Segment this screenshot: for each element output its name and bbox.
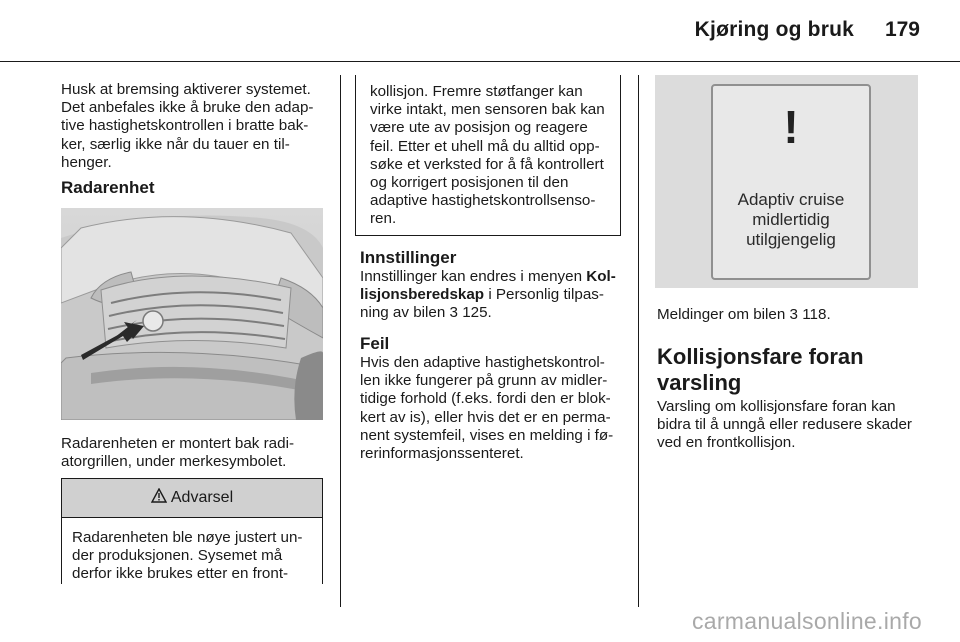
intro-line: henger.: [61, 153, 112, 171]
warning-triangle-icon: [151, 488, 167, 508]
intro-line: tive hastighetskontrollen i bratte bak-: [61, 117, 309, 135]
fault-line: Hvis den adaptive hastighetskontrol-: [360, 354, 605, 371]
warning-continued-line: være ute av posisjon og reagere: [370, 119, 588, 137]
settings-line: [360, 286, 632, 304]
settings-text: Innstillinger kan endres i menyen: [360, 268, 587, 285]
fault-line: nent systemfeil, vises en melding i fø-: [360, 426, 614, 444]
display-line: Adaptiv cruise: [737, 190, 845, 209]
page-ref-arrow-icon: 3: [449, 304, 458, 322]
settings-text: ning av bilen: [360, 304, 450, 322]
exclamation-icon: !: [783, 101, 799, 153]
warning-continued-line: og korrigert posisjonen til den: [370, 174, 569, 192]
fault-line: kert av is), eller hvis det er en perma-: [360, 408, 611, 426]
page-title: Kjøring og bruk: [694, 18, 854, 41]
column-divider-2: [638, 75, 639, 607]
warning-line: Radarenheten ble nøye justert un-: [72, 529, 303, 546]
collision-paragraph: [657, 398, 947, 453]
display-line: midlertidig: [752, 210, 830, 229]
warning-line: derfor ikke brukes etter en front-: [72, 565, 289, 583]
warning-box: [61, 478, 323, 584]
header-divider: [0, 61, 960, 62]
fault-line: rerinformasjonssenteret.: [360, 445, 524, 463]
display-line: utilgjengelig: [746, 230, 836, 249]
fault-line: len ikke fungerer på grunn av midler-: [360, 372, 608, 390]
warning-continued-line: adaptive hastighetskontrollsenso-: [370, 192, 596, 210]
messages-line: [657, 306, 937, 324]
page-ref-arrow-icon: 3: [789, 306, 798, 323]
car-front-photo: [61, 208, 323, 420]
heading-feil: Feil: [360, 334, 390, 353]
heading-radarenhet: Radarenhet: [61, 178, 155, 197]
display-message: [713, 190, 869, 250]
watermark: carmanualsonline.info: [691, 608, 922, 634]
page-header: [0, 0, 960, 62]
heading-line: Kollisjonsfare foran: [657, 344, 864, 369]
settings-text: i Personlig tilpas-: [484, 286, 604, 304]
collision-line: bidra til å unngå eller redusere skader: [657, 416, 912, 434]
car-front-illustration: [61, 208, 323, 420]
caption-line: atorgrillen, under merkesymbolet.: [61, 453, 287, 471]
warning-continued-line: ren.: [370, 210, 397, 228]
warning-header: [62, 479, 322, 518]
driver-info-display: [655, 75, 918, 288]
warning-body: [62, 518, 322, 584]
intro-line: Husk at bremsing aktiverer systemet.: [61, 81, 311, 98]
intro-line: ker, særlig ikke når du tauer en til-: [61, 135, 290, 153]
warning-continued-line: feil. Etter et uhell må du alltid opp-: [370, 137, 600, 155]
heading-innstillinger: Innstillinger: [360, 248, 457, 267]
fault-line: tidige forhold (f.eks. fordi den er blok-: [360, 390, 611, 408]
settings-line: [360, 268, 632, 286]
warning-continued-line: virke intakt, men sensoren bak kan: [370, 101, 605, 119]
warning-continued-box: [355, 75, 621, 236]
warning-continued-line: kollisjon. Fremre støtfanger kan: [370, 83, 583, 100]
messages-text: Meldinger om bilen: [657, 306, 790, 323]
warning-continued-line: søke et verksted for å få kontrollert: [370, 155, 604, 173]
page-number: 179: [884, 18, 920, 41]
menu-name-part: Kol-: [586, 268, 616, 285]
collision-line: Varsling om kollisjonsfare foran kan: [657, 398, 896, 415]
warning-title: Advarsel: [170, 489, 234, 506]
page-ref: 125.: [462, 304, 492, 322]
page-ref: 118.: [802, 306, 831, 323]
menu-name-part: lisjonsberedskap: [360, 286, 485, 304]
intro-line: Det anbefales ikke å bruke den adap-: [61, 99, 314, 117]
settings-line: [360, 304, 632, 322]
settings-paragraph: [360, 268, 632, 323]
heading-line: varsling: [657, 370, 742, 395]
display-screen: [711, 84, 871, 280]
fault-paragraph: [360, 354, 632, 463]
left-column-intro: [61, 81, 331, 172]
heading-kollisjonsfare: [657, 344, 947, 396]
messages-ref: [657, 306, 937, 324]
photo-caption: [61, 435, 331, 471]
caption-line: Radarenheten er montert bak radi-: [61, 435, 295, 452]
warning-line: der produksjonen. Sysemet må: [72, 547, 283, 565]
column-divider-1: [340, 75, 341, 607]
collision-line: ved en frontkollisjon.: [657, 434, 796, 452]
